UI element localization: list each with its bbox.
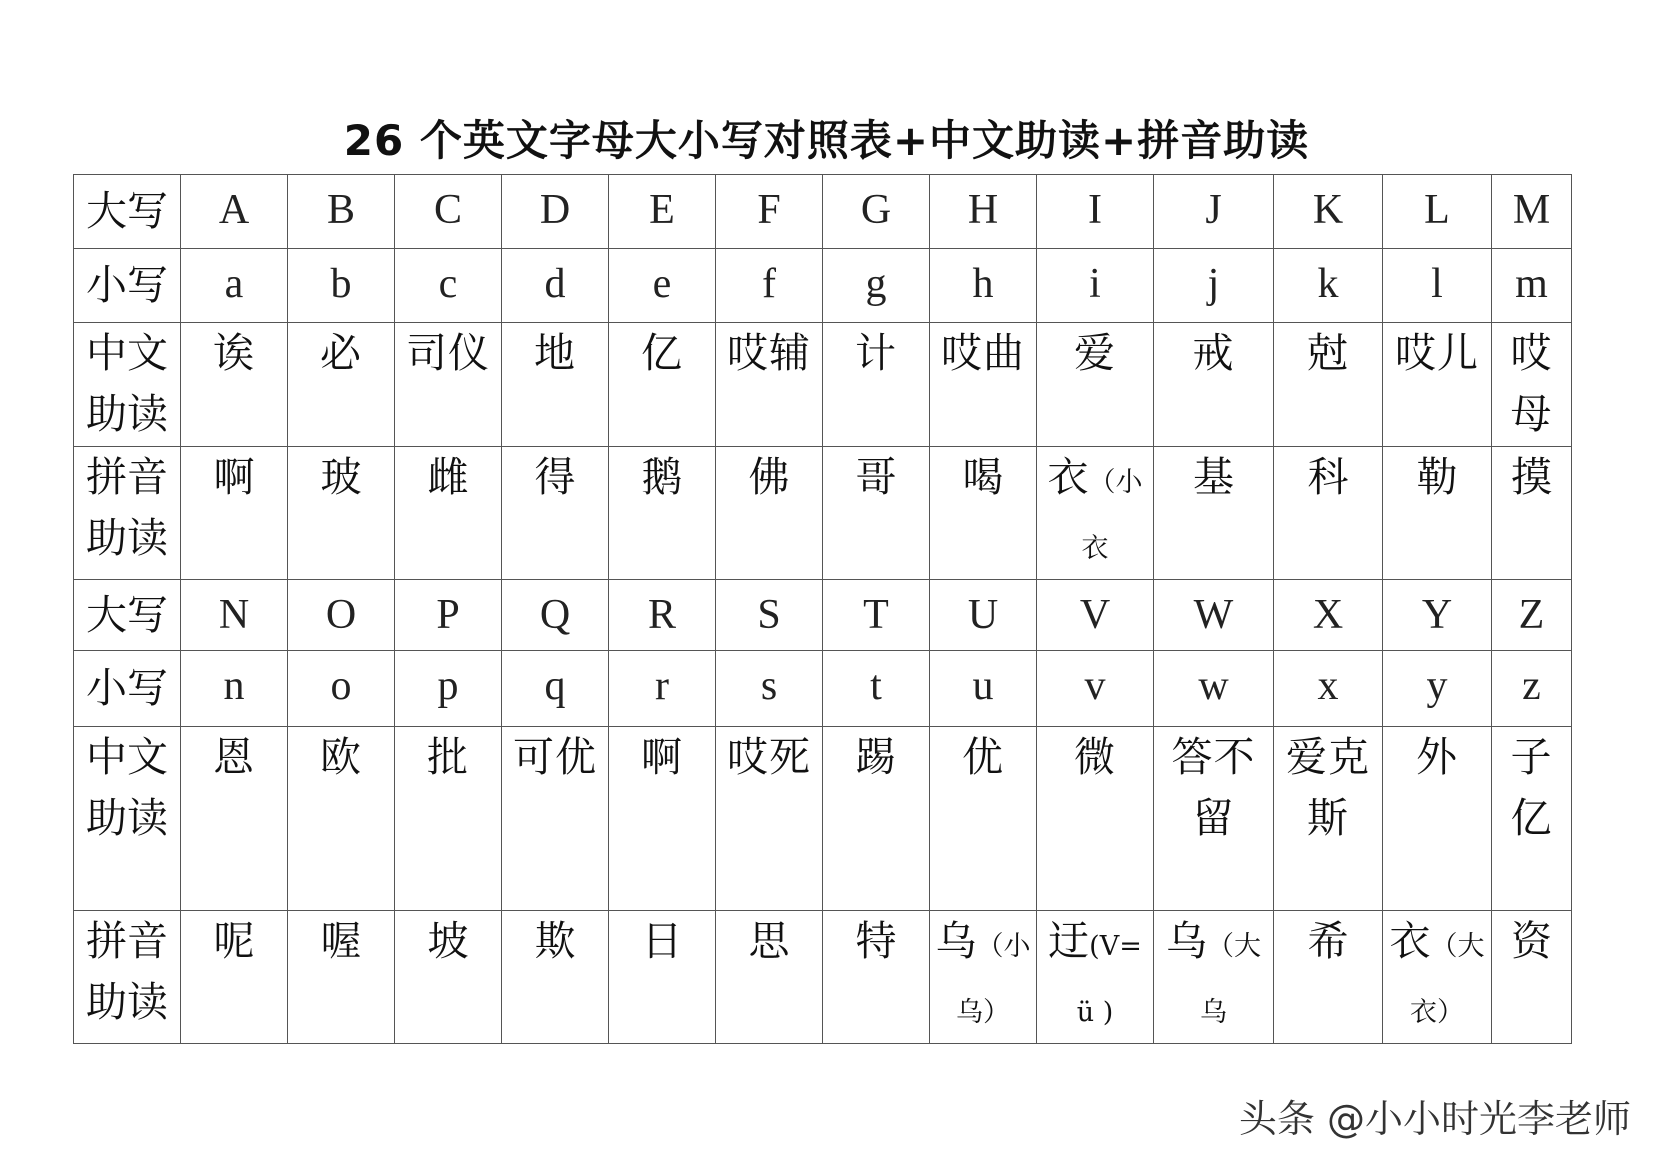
lower-letter-cell: q: [502, 651, 609, 727]
chinese-reading-text: 必: [320, 329, 362, 377]
page-title: 26 个英文字母大小写对照表+中文助读+拼音助读: [343, 116, 1310, 165]
chinese-reading-text: 地: [534, 329, 576, 377]
upper-letter-cell: I: [1037, 175, 1154, 249]
alphabet-table: [73, 174, 1572, 1044]
chinese-reading-cell: [1037, 727, 1154, 911]
upper-letter-cell: Y: [1383, 580, 1492, 651]
lower-letter-cell: p: [395, 651, 502, 727]
upper-letter-cell: R: [609, 580, 716, 651]
row-label-chinese: 中文助读: [74, 727, 181, 911]
pinyin-reading-text: 衣: [1389, 917, 1431, 965]
upper-letter-cell: Z: [1492, 580, 1572, 651]
chinese-reading-cell: [823, 323, 930, 447]
chinese-reading-cell: [609, 323, 716, 447]
pinyin-reading-cell: [823, 447, 930, 580]
pinyin-reading-cell: [288, 447, 395, 580]
chinese-reading-text: 哎母: [1510, 329, 1553, 438]
lower-letter-cell: b: [288, 249, 395, 323]
block2-row-pinyin: [74, 911, 1572, 1044]
chinese-reading-text: 哎死: [727, 733, 811, 781]
pinyin-reading-cell: [716, 447, 823, 580]
pinyin-reading-cell: [1154, 447, 1274, 580]
upper-letter-cell: T: [823, 580, 930, 651]
pinyin-reading-text: 得: [534, 453, 576, 501]
lower-letter-cell: e: [609, 249, 716, 323]
chinese-reading-text: 优: [962, 733, 1004, 781]
pinyin-reading-text: 鹅: [641, 453, 683, 501]
upper-letter-cell: Q: [502, 580, 609, 651]
chinese-reading-text: 戒: [1192, 329, 1235, 377]
lower-letter-cell: u: [930, 651, 1037, 727]
pinyin-reading-cell: [181, 911, 288, 1044]
chinese-reading-cell: [1037, 323, 1154, 447]
pinyin-reading-cell: [1383, 447, 1492, 580]
pinyin-reading-cell: [395, 447, 502, 580]
row-label-lower: 小写: [74, 651, 181, 727]
chinese-reading-cell: [288, 323, 395, 447]
lower-letter-cell: m: [1492, 249, 1572, 323]
pinyin-reading-cell: [716, 911, 823, 1044]
chinese-reading-text: 子亿: [1510, 733, 1553, 842]
chinese-reading-text: 恩: [213, 733, 255, 781]
lower-letter-cell: w: [1154, 651, 1274, 727]
pinyin-reading-text: 欺: [534, 917, 576, 965]
watermark: 头条 @小小时光李老师: [1238, 1097, 1631, 1141]
upper-letter-cell: L: [1383, 175, 1492, 249]
upper-letter-cell: O: [288, 580, 395, 651]
chinese-reading-text: 哎曲: [941, 329, 1025, 377]
upper-letter-cell: A: [181, 175, 288, 249]
pinyin-reading-cell: [1383, 911, 1492, 1044]
pinyin-reading-cell: [930, 447, 1037, 580]
pinyin-reading-cell: [930, 911, 1037, 1044]
lower-letter-cell: n: [181, 651, 288, 727]
lower-letter-cell: j: [1154, 249, 1274, 323]
upper-letter-cell: C: [395, 175, 502, 249]
pinyin-reading-cell: [1274, 911, 1383, 1044]
block1-row-chinese: [74, 323, 1572, 447]
chinese-reading-cell: [181, 323, 288, 447]
lower-letter-cell: l: [1383, 249, 1492, 323]
pinyin-reading-text: 呢: [213, 917, 255, 965]
lower-letter-cell: k: [1274, 249, 1383, 323]
chinese-reading-text: 欧: [320, 733, 362, 781]
chinese-reading-text: 外: [1416, 733, 1458, 781]
chinese-reading-text: 啊: [641, 733, 683, 781]
pinyin-reading-text: 佛: [748, 453, 790, 501]
pinyin-reading-text: 乌: [935, 917, 977, 965]
row-label-pinyin: 拼音助读: [74, 447, 181, 580]
chinese-reading-cell: [1274, 323, 1383, 447]
pinyin-reading-cell: [1492, 911, 1572, 1044]
chinese-reading-text: 司仪: [406, 329, 490, 377]
row-label-lower: 小写: [74, 249, 181, 323]
pinyin-reading-cell: [181, 447, 288, 580]
row-label-upper: 大写: [74, 580, 181, 651]
chinese-reading-cell: [502, 323, 609, 447]
pinyin-note-text: (V= ü ): [1076, 931, 1142, 1028]
lower-letter-cell: o: [288, 651, 395, 727]
pinyin-reading-cell: [1274, 447, 1383, 580]
pinyin-reading-text: 玻: [320, 453, 362, 501]
chinese-reading-cell: [1492, 323, 1572, 447]
chinese-reading-cell: [181, 727, 288, 911]
chinese-reading-cell: [609, 727, 716, 911]
lower-letter-cell: v: [1037, 651, 1154, 727]
pinyin-reading-text: 喔: [320, 917, 362, 965]
row-label-chinese: 中文助读: [74, 323, 181, 447]
pinyin-reading-cell: [502, 447, 609, 580]
pinyin-reading-cell: [502, 911, 609, 1044]
upper-letter-cell: M: [1492, 175, 1572, 249]
chinese-reading-cell: [1154, 727, 1274, 911]
pinyin-reading-cell: [609, 447, 716, 580]
upper-letter-cell: F: [716, 175, 823, 249]
pinyin-reading-text: 基: [1193, 453, 1234, 501]
pinyin-reading-text: 雌: [427, 453, 469, 501]
chinese-reading-cell: [823, 727, 930, 911]
upper-letter-cell: W: [1154, 580, 1274, 651]
pinyin-reading-text: 乌: [1166, 917, 1207, 965]
pinyin-reading-text: 啊: [213, 453, 255, 501]
upper-letter-cell: B: [288, 175, 395, 249]
upper-letter-cell: X: [1274, 580, 1383, 651]
block2-row-chinese: [74, 727, 1572, 911]
pinyin-reading-text: 特: [855, 917, 897, 965]
lower-letter-cell: y: [1383, 651, 1492, 727]
pinyin-reading-text: 思: [748, 917, 790, 965]
chinese-reading-cell: [502, 727, 609, 911]
chinese-reading-cell: [1154, 323, 1274, 447]
chinese-reading-text: 可优: [513, 733, 597, 781]
row-label-upper: 大写: [74, 175, 181, 249]
lower-letter-cell: f: [716, 249, 823, 323]
pinyin-reading-text: 资: [1511, 917, 1552, 965]
lower-letter-cell: c: [395, 249, 502, 323]
row-label-pinyin: 拼音助读: [74, 911, 181, 1044]
lower-letter-cell: z: [1492, 651, 1572, 727]
lower-letter-cell: t: [823, 651, 930, 727]
pinyin-reading-text: 科: [1307, 453, 1349, 501]
chinese-reading-text: 爱: [1074, 329, 1116, 377]
pinyin-reading-cell: [1492, 447, 1572, 580]
upper-letter-cell: P: [395, 580, 502, 651]
upper-letter-cell: V: [1037, 580, 1154, 651]
pinyin-reading-text: 勒: [1416, 453, 1458, 501]
upper-letter-cell: N: [181, 580, 288, 651]
lower-letter-cell: g: [823, 249, 930, 323]
chinese-reading-text: 哎儿: [1395, 329, 1479, 377]
pinyin-reading-text: 喝: [962, 453, 1004, 501]
chinese-reading-cell: [930, 727, 1037, 911]
upper-letter-cell: U: [930, 580, 1037, 651]
chinese-reading-text: 亿: [641, 329, 683, 377]
upper-letter-cell: E: [609, 175, 716, 249]
upper-letter-cell: H: [930, 175, 1037, 249]
upper-letter-cell: S: [716, 580, 823, 651]
pinyin-reading-cell: [823, 911, 930, 1044]
block1-row-pinyin: [74, 447, 1572, 580]
chinese-reading-cell: [716, 727, 823, 911]
chinese-reading-text: 答不留: [1171, 733, 1256, 842]
pinyin-note-text: （小衣: [1081, 467, 1143, 564]
pinyin-reading-text: 摸: [1511, 453, 1552, 501]
chinese-reading-cell: [1274, 727, 1383, 911]
chinese-reading-cell: [395, 323, 502, 447]
pinyin-reading-text: 迂: [1048, 917, 1090, 965]
chinese-reading-text: 爱克斯: [1286, 733, 1370, 842]
chinese-reading-text: 批: [427, 733, 469, 781]
chinese-reading-text: 诶: [213, 329, 255, 377]
chinese-reading-cell: [716, 323, 823, 447]
lower-letter-cell: s: [716, 651, 823, 727]
upper-letter-cell: G: [823, 175, 930, 249]
pinyin-reading-cell: [395, 911, 502, 1044]
pinyin-reading-cell: [1154, 911, 1274, 1044]
pinyin-note-text: （大衣）: [1410, 931, 1485, 1028]
lower-letter-cell: a: [181, 249, 288, 323]
lower-letter-cell: d: [502, 249, 609, 323]
lower-letter-cell: h: [930, 249, 1037, 323]
lower-letter-cell: r: [609, 651, 716, 727]
pinyin-note-text: （大乌: [1200, 931, 1261, 1028]
chinese-reading-cell: [395, 727, 502, 911]
chinese-reading-cell: [1492, 727, 1572, 911]
upper-letter-cell: K: [1274, 175, 1383, 249]
chinese-reading-text: 踢: [855, 733, 897, 781]
block1-row-lower: [74, 249, 1572, 323]
pinyin-reading-text: 希: [1307, 917, 1349, 965]
block2-row-upper: [74, 580, 1572, 651]
chinese-reading-text: 哎辅: [727, 329, 811, 377]
pinyin-reading-cell: [1037, 447, 1154, 580]
pinyin-reading-text: 衣: [1047, 453, 1089, 501]
chinese-reading-cell: [930, 323, 1037, 447]
chinese-reading-text: 尅: [1307, 329, 1349, 377]
pinyin-reading-text: 坡: [427, 917, 469, 965]
pinyin-reading-text: 日: [641, 917, 683, 965]
upper-letter-cell: D: [502, 175, 609, 249]
chinese-reading-cell: [1383, 323, 1492, 447]
chinese-reading-cell: [1383, 727, 1492, 911]
pinyin-reading-cell: [288, 911, 395, 1044]
chinese-reading-text: 微: [1074, 733, 1116, 781]
block2-row-lower: [74, 651, 1572, 727]
lower-letter-cell: i: [1037, 249, 1154, 323]
chinese-reading-text: 计: [855, 329, 897, 377]
chinese-reading-cell: [288, 727, 395, 911]
pinyin-reading-text: 哥: [855, 453, 897, 501]
lower-letter-cell: x: [1274, 651, 1383, 727]
pinyin-reading-cell: [1037, 911, 1154, 1044]
pinyin-reading-cell: [609, 911, 716, 1044]
upper-letter-cell: J: [1154, 175, 1274, 249]
pinyin-note-text: （小乌）: [956, 931, 1031, 1028]
block1-row-upper: [74, 175, 1572, 249]
